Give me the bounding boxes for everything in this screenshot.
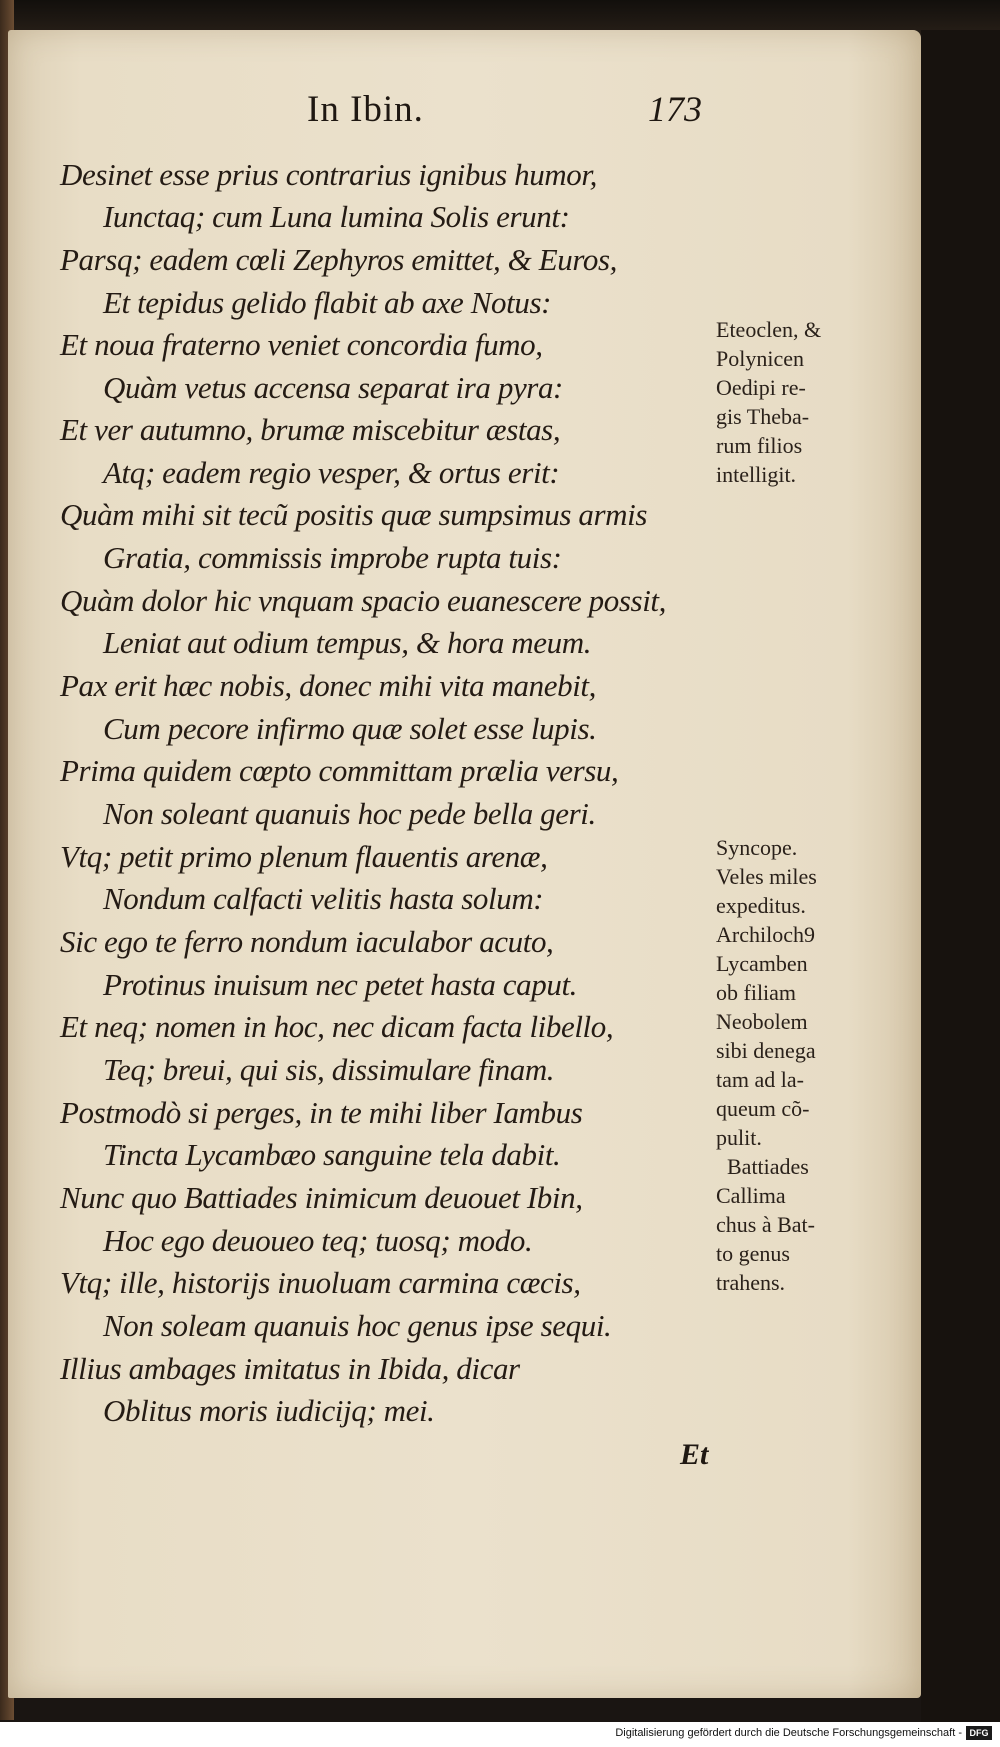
note-line: Battiades	[716, 1154, 809, 1179]
note-line: Lycamben	[716, 951, 808, 976]
verse-line: Tincta Lycambæo sanguine tela dabit.	[103, 1137, 561, 1172]
verse-line: Et tepidus gelido flabit ab axe Notus:	[103, 285, 552, 320]
note-line: Neobolem	[716, 1009, 808, 1034]
note-line: trahens.	[716, 1270, 786, 1295]
catchword: Et	[680, 1438, 709, 1471]
verse-line: Pax erit hæc nobis, donec mihi vita manebit,	[60, 668, 596, 703]
verse-line: Hoc ego deuoueo teq; tuosq; modo.	[103, 1223, 533, 1258]
verse-line: Et ver autumno, brumæ miscebitur æstas,	[60, 412, 561, 447]
note-line: Archiloch9	[716, 922, 815, 947]
dfg-logo: DFG	[966, 1726, 992, 1740]
note-line: gis Theba-	[716, 404, 810, 429]
verse-line: Gratia, commissis improbe rupta tuis:	[103, 540, 562, 575]
note-line: pulit.	[716, 1125, 762, 1150]
verse-line: Oblitus moris iudicijq; mei.	[103, 1393, 435, 1428]
digitization-footer	[0, 1722, 1000, 1747]
verse-line: Prima quidem cœpto committam prælia versu,	[60, 753, 619, 788]
note-line: Syncope.	[716, 835, 798, 860]
verse-line: Parsq; eadem cœli Zephyros emittet, & Euros,	[60, 242, 617, 277]
verse-line: Cum pecore infirmo quæ solet esse lupis.	[103, 711, 597, 746]
note-line: Callima	[716, 1183, 786, 1208]
margin-note-eteocles	[716, 315, 821, 489]
verse-line: Illius ambages imitatus in Ibida, dicar	[60, 1351, 520, 1386]
note-line: chus à Bat-	[716, 1212, 815, 1237]
page-number: 173	[648, 89, 702, 129]
verse-line: Nunc quo Battiades inimicum deuouet Ibin,	[60, 1180, 583, 1215]
note-line: queum cõ-	[716, 1096, 810, 1121]
verse-line: Atq; eadem regio vesper, & ortus erit:	[103, 455, 560, 490]
verse-line: Non soleant quanuis hoc pede bella geri.	[103, 796, 596, 831]
funding-notice: Digitalisierung gefördert durch die Deutsche Forschungsgemeinschaft -	[615, 1727, 962, 1739]
verse-line: Postmodò si perges, in te mihi liber Iambus	[60, 1095, 583, 1130]
note-line: sibi denega	[716, 1038, 816, 1063]
note-line: Oedipi re-	[716, 375, 806, 400]
verse-line: Vtq; ille, historijs inuoluam carmina cæcis,	[60, 1265, 581, 1300]
verse-line: Quàm dolor hic vnquam spacio euanescere possit,	[60, 583, 666, 618]
verse-line: Desinet esse prius contrarius ignibus humor,	[60, 157, 597, 192]
note-line: ob filiam	[716, 980, 797, 1005]
note-line: tam ad la-	[716, 1067, 804, 1092]
note-line: to genus	[716, 1241, 790, 1266]
verse-line: Quàm mihi sit tecũ positis quæ sumpsimus armis	[60, 497, 648, 532]
verse-line: Nondum calfacti velitis hasta solum:	[103, 881, 544, 916]
verse-line: Teq; breui, qui sis, dissimulare finam.	[103, 1052, 555, 1087]
note-line: intelligit.	[716, 462, 797, 487]
margin-note-syncope	[716, 833, 817, 1297]
verse-line: Leniat aut odium tempus, & hora meum.	[103, 625, 592, 660]
verse-line: Protinus inuisum nec petet hasta caput.	[103, 967, 578, 1002]
verse-line: Et noua fraterno veniet concordia fumo,	[60, 327, 543, 362]
note-line: expeditus.	[716, 893, 806, 918]
verse-line: Quàm vetus accensa separat ira pyra:	[103, 370, 563, 405]
note-line: Eteoclen, &	[716, 317, 822, 342]
verse-line: Et neq; nomen in hoc, nec dicam facta libello,	[60, 1009, 614, 1044]
note-line: Veles miles	[716, 864, 817, 889]
running-header: In Ibin.	[307, 89, 424, 130]
verse-line: Non soleam quanuis hoc genus ipse sequi.	[103, 1308, 612, 1343]
verse-line: Sic ego te ferro nondum iaculabor acuto,	[60, 924, 554, 959]
scan-background-right	[921, 30, 1000, 1730]
note-line: Polynicen	[716, 346, 804, 371]
verse-line: Iunctaq; cum Luna lumina Solis erunt:	[103, 199, 570, 234]
note-line: rum filios	[716, 433, 803, 458]
verse-line: Vtq; petit primo plenum flauentis arenæ,	[60, 839, 548, 874]
